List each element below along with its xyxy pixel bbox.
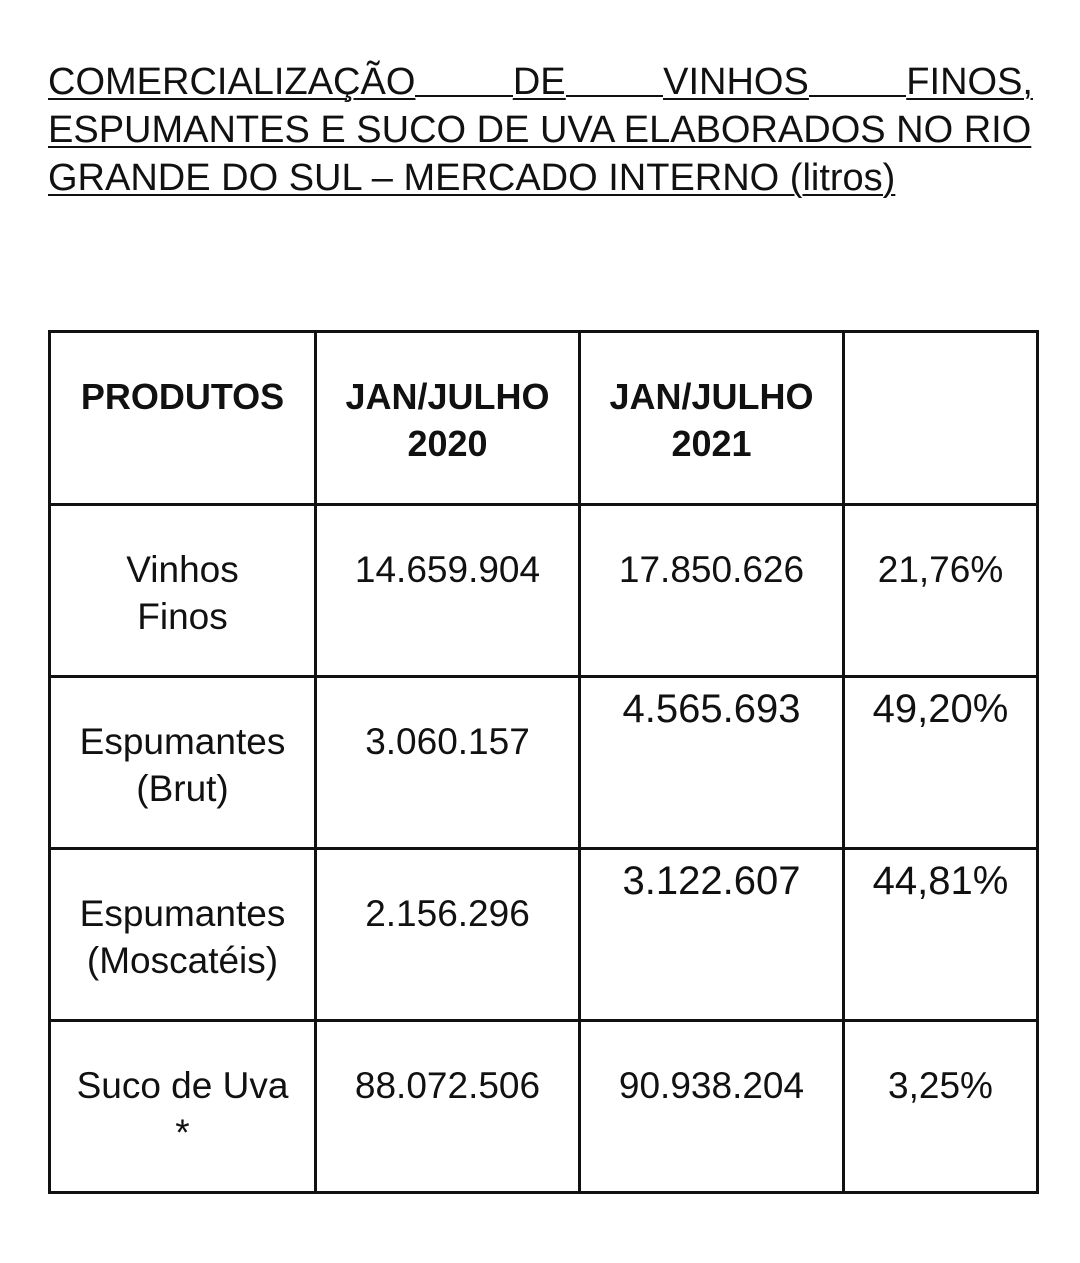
header-2020 (316, 332, 580, 505)
header-produtos (50, 332, 316, 505)
title-word-2: DE (512, 61, 566, 103)
title-word-3: VINHOS (663, 61, 809, 103)
value-2021-cell: 3.122.607 (580, 849, 844, 1021)
title-gap (415, 58, 512, 97)
product-name-line2: Finos (137, 596, 228, 637)
table-row (50, 1021, 1038, 1193)
header-2021-line1: JAN/JULHO (609, 376, 814, 417)
product-cell (50, 505, 316, 677)
value-2021-cell: 4.565.693 (580, 677, 844, 849)
product-cell (50, 677, 316, 849)
change-cell: 44,81% (844, 849, 1038, 1021)
product-name-line2: (Brut) (136, 768, 229, 809)
header-variation (844, 332, 1038, 505)
title-gap (566, 58, 663, 97)
title-line-1 (48, 58, 1033, 106)
sales-table (48, 330, 1039, 1194)
product-cell (50, 1021, 316, 1193)
product-name-line1: Espumantes (79, 721, 286, 762)
title-word-4: FINOS, (906, 61, 1033, 103)
header-2020-line2: 2020 (407, 423, 488, 464)
product-name-line1: Suco de Uva (76, 1065, 289, 1106)
title-line-3: GRANDE DO SUL – MERCADO INTERNO (litros) (48, 157, 896, 199)
product-cell (50, 849, 316, 1021)
title-line-2: ESPUMANTES E SUCO DE UVA ELABORADOS NO RIO (48, 109, 1032, 151)
change-cell: 49,20% (844, 677, 1038, 849)
product-name-line1: Espumantes (79, 893, 286, 934)
value-2021-cell: 90.938.204 (580, 1021, 844, 1193)
product-name-line1: Vinhos (126, 549, 239, 590)
value-2020-cell: 88.072.506 (316, 1021, 580, 1193)
value-2021-cell: 17.850.626 (580, 505, 844, 677)
header-2021 (580, 332, 844, 505)
product-name-line2: (Moscatéis) (86, 940, 279, 981)
table-header-row (50, 332, 1038, 505)
change-cell: 21,76% (844, 505, 1038, 677)
header-2021-line2: 2021 (671, 423, 752, 464)
value-2020-cell: 3.060.157 (316, 677, 580, 849)
product-name-line2: * (175, 1112, 190, 1153)
change-cell: 3,25% (844, 1021, 1038, 1193)
value-2020-cell: 2.156.296 (316, 849, 580, 1021)
document-title (48, 58, 1033, 202)
table-row (50, 505, 1038, 677)
header-produtos-label: PRODUTOS (80, 376, 285, 417)
table-row (50, 849, 1038, 1021)
value-2020-cell: 14.659.904 (316, 505, 580, 677)
table-row (50, 677, 1038, 849)
title-gap (809, 58, 906, 97)
header-2020-line1: JAN/JULHO (345, 376, 550, 417)
title-word-1: COMERCIALIZAÇÃO (48, 61, 416, 103)
